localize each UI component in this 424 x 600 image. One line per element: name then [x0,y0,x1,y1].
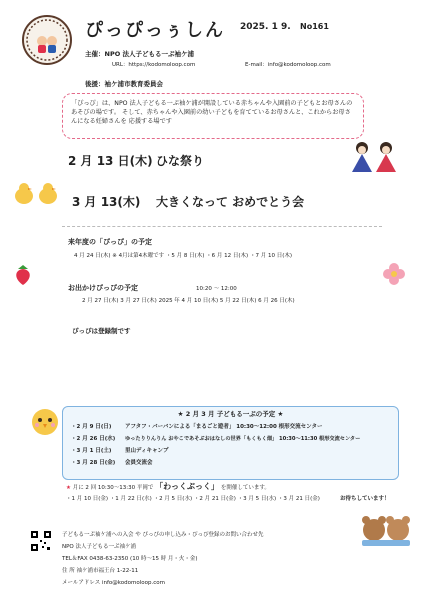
footer-org: NPO 法人子どもる一ぷ袖ケ浦 [62,544,137,550]
org-email[interactable]: E-mail：info@kodomoloop.com [245,62,331,68]
wakupoku-intro-text-2: を開催しています。 [220,485,270,491]
footer-tel: TEL＆FAX 0438-63-2350 (10 時〜15 時 月・火・金) [62,556,198,562]
schedule-text: 会員交流会 [125,460,153,466]
schedule-text: 里山ディキャンプ [125,448,169,454]
wakupoku-intro [66,483,406,492]
next-year-title: 来年度の「ぴっぴ」の予定 [68,238,152,246]
chick-character-icon [28,404,62,438]
schedule-date: ・3 月 28 日(金) [71,460,116,466]
outing-time: 10:20 〜 12:00 [196,286,237,292]
newsletter-title: ぴっぴっぅしん [85,20,225,41]
event2-date: 3 月 13(木) [72,195,141,209]
qr-code[interactable] [30,530,52,552]
footer-email[interactable]: メールアドレス info@kodomoloop.com [62,580,165,586]
schedule-row [71,460,398,467]
next-year-dates: 4 月 24 日(木) ※ 4月は第4木曜です ・5 月 8 日(木) ・6 月 12 日(木) ・7 月 10 日(木) [74,253,292,259]
schedule-title: ★ 2 月 3 月 子どもる一ぷの予定 ★ [177,410,284,418]
wakupoku-dates: ・1 月 10 日(金) ・1 月 22 日(水) ・2 月 5 日(水) ・2 月 21 日(金) ・3 月 5 日(水) ・3 月 21 日(金) [66,496,320,502]
schedule-date: ・2 月 26 日(水) [71,436,116,442]
organization-logo [22,15,72,65]
outing-dates: 2 月 27 日(木) 3 月 27 日(木) 2025 年 4 月 10 日(木) 5 月 22 日(木) 6 月 26 日(木) [82,298,295,304]
event2-name: 大きくなって おめでとう会 [156,195,305,209]
event1-name: ひな祭り [156,154,205,168]
wakupoku-wait: お待ちしています！ [340,496,390,502]
wakupoku-intro-text: 月に 2 回 10:30〜13:30 平岡で [72,485,154,491]
intro-text: 「ぴっぴ」は、NPO 法人子どもる一ぷ袖ケ浦が開設している赤ちゃんや入園前の子どもとお母さんの あそびの場です。 そして、赤ちゃんや入園前の幼い子どもを育てているお母さんと、これからお母さんになる妊婦さんを 応援する場です [71,100,353,125]
schedule-date: ・2 月 9 日(日) [71,424,112,430]
bears-illustration [360,508,412,548]
schedule-text: アフタフ・バーバンによる「まるごと遊者」 10:30〜12:00 根形交流センター [125,424,323,430]
schedule-box [62,406,399,480]
strawberry-icon [12,262,34,286]
schedule-text: ゆったりりんりん おやこであそぶおはなしの世界「もくもく畑」 10:30〜11:30 根形交流センター [125,436,361,442]
intro-box [62,93,364,139]
footer-address: 住 所 袖ケ浦市福王台 1-22-11 [62,568,139,574]
flower-icon [382,262,406,286]
outing-title: お出かけぴっぴの予定 [68,284,138,292]
schedule-row [71,424,398,431]
section-divider [62,226,382,227]
wakupoku-name: 「わっくぷっく」 [155,482,220,491]
support-line: 後援：袖ケ浦市教育委員会 [85,80,163,88]
event1-date: 2 月 13 日(木) [68,154,153,168]
issue-number: No161 [300,22,329,31]
schedule-date: ・3 月 1 日(土) [71,448,112,454]
sponsor-line: 主催：NPO 法人子どもる一ぷ袖ケ浦 [85,50,194,58]
schedule-row [71,436,398,443]
logo-illustration [24,17,70,63]
org-url[interactable]: URL：https://kodomoloop.com [112,62,196,68]
registration-title: ぴっぴは登録制です [72,327,131,335]
footer-contact-heading: 子どもる一ぷ袖ケ浦への入会 や ぴっぴの申し込み・ぴっぴ登録のお問い合わせ先 [62,532,264,538]
issue-date: 2025. 1 9. [240,22,291,32]
hina-dolls-illustration [346,140,402,174]
star-icon: ★ [66,485,71,491]
chicks-illustration [12,180,62,206]
schedule-row [71,448,398,455]
